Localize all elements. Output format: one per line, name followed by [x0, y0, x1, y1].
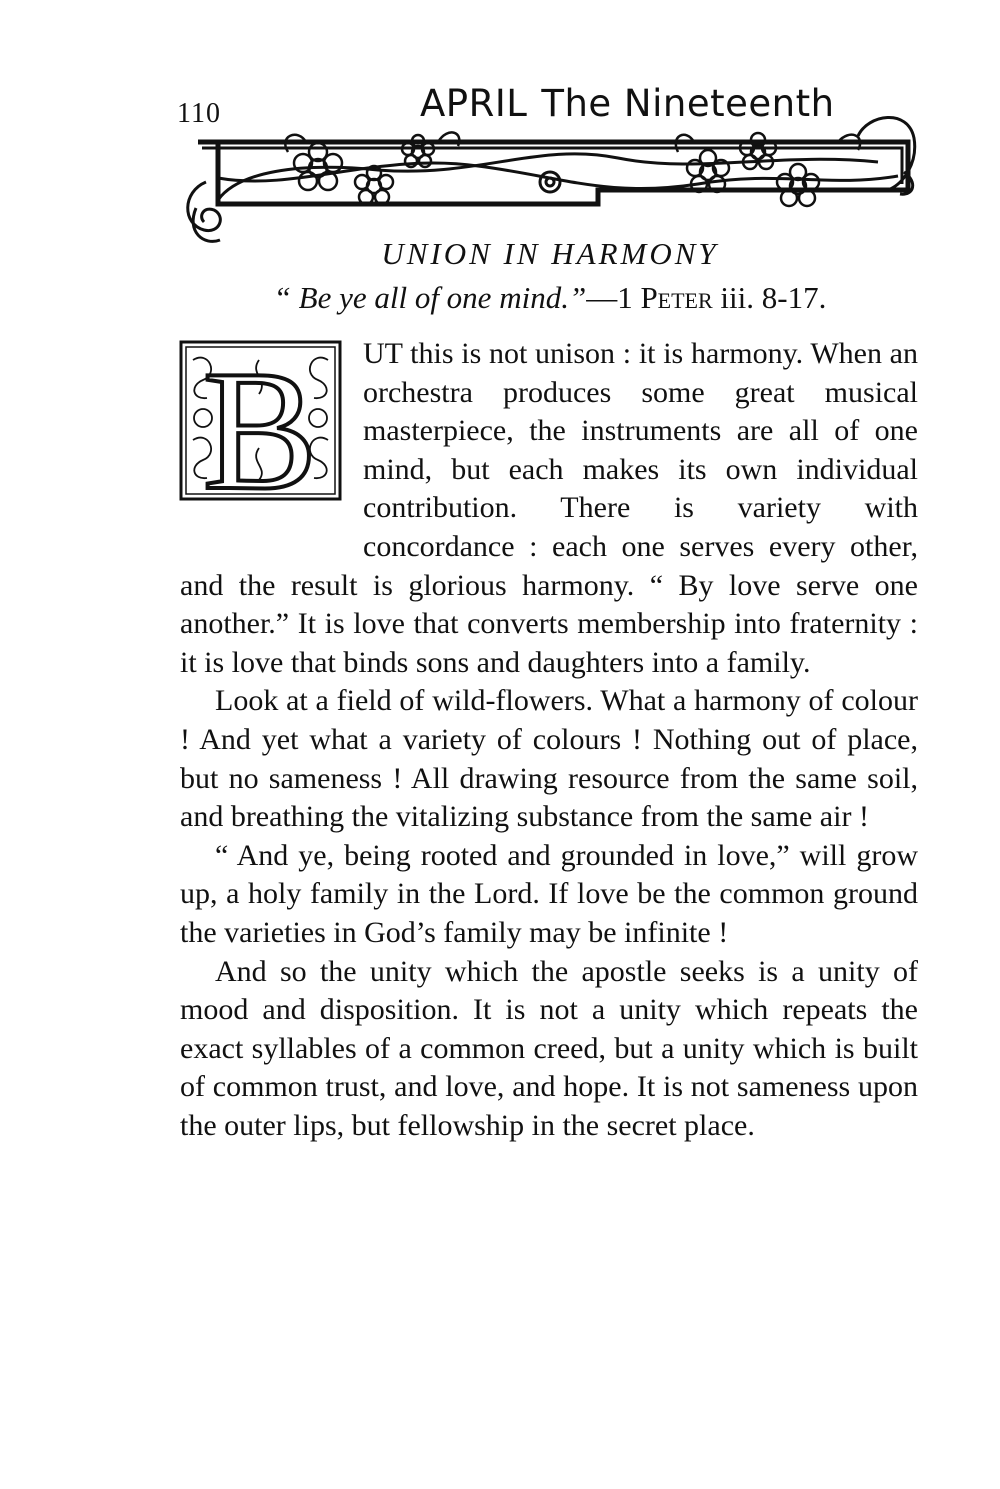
- section-heading: UNION IN HARMONY: [381, 236, 719, 271]
- dropcap-letter: B: [202, 340, 318, 501]
- paragraph-3: “ And ye, being rooted and grounded in love,” will grow up, a holy family in the Lord. If love be the common ground the varieties in God’s family may be infinite !: [180, 838, 918, 949]
- epigraph-dash: —: [586, 280, 618, 315]
- body-text: [180, 335, 918, 1145]
- dropcap-spacer: [180, 335, 363, 531]
- epigraph-ref-number: 1: [617, 280, 641, 315]
- paragraph-1: UT this is not unison : it is harmony. When an orchestra produces some great musical masterpiece, the instruments are all of one mind, but each makes its own individual contribution. There is variety with concordance : each one serves every other, and the result is glorious harmony. “ By love serve one another.” It is love that converts membership into fraternity : it is love that binds sons and daughters into a family.: [180, 337, 918, 679]
- epigraph-ref-chapter: iii. 8-17.: [712, 280, 827, 315]
- running-title-day: The Nineteenth: [541, 82, 835, 125]
- running-title-month: APRIL: [420, 82, 528, 125]
- paragraph-4: And so the unity which the apostle seeks is a unity of mood and disposition. It is not a unity which repeats the exact syllables of a common creed, but a unity which is built of common trust, and love, and hope. It is not sameness upon the outer lips, but fellowship in the secret place.: [180, 954, 918, 1142]
- epigraph-quote: “ Be ye all of one mind.”: [273, 280, 587, 315]
- paragraph-2: Look at a field of wild-flowers. What a harmony of colour ! And yet what a variety of colours ! Nothing out of place, but no sameness ! All drawing resource from the same soil, and breathing the vitalizing substance from the same air !: [180, 684, 918, 834]
- floral-header-ornament: [178, 112, 918, 252]
- epigraph-ref-book: Peter: [640, 280, 713, 315]
- page-number: 110: [177, 98, 221, 129]
- epigraph: [180, 280, 920, 316]
